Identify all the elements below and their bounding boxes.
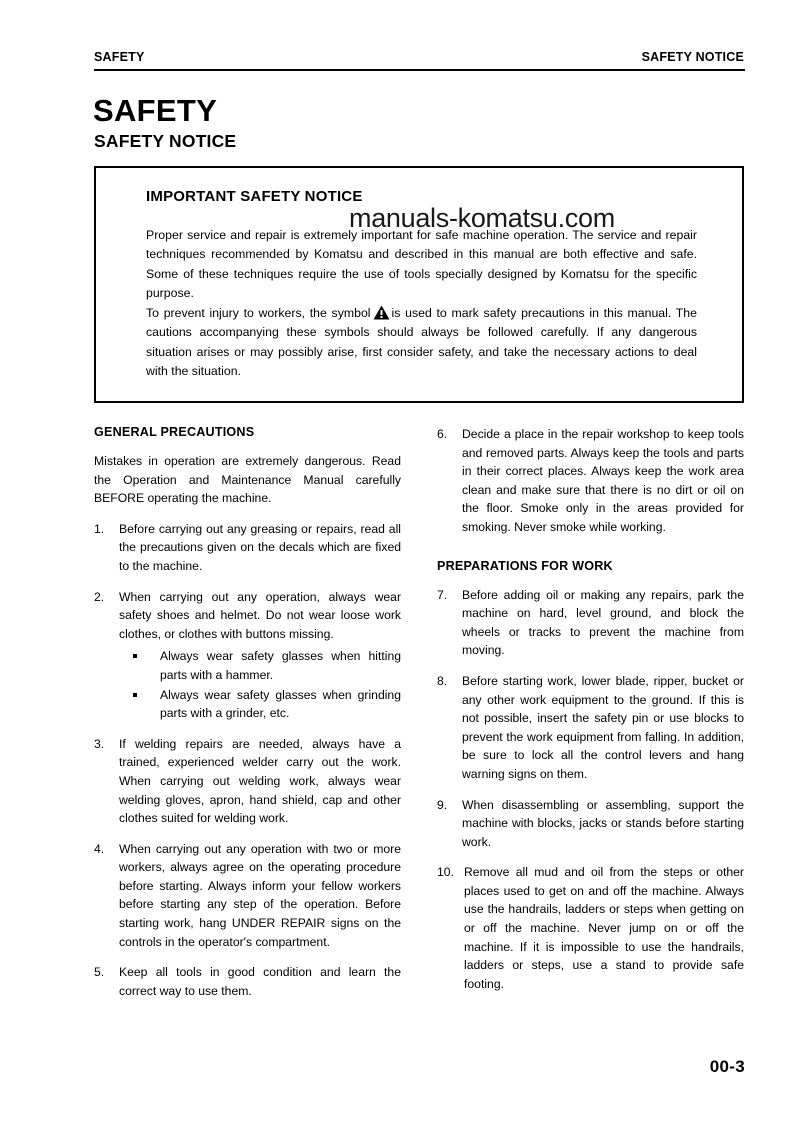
list-item-number: 8. [437,673,448,688]
list-item-number: 9. [437,797,448,812]
list-item-text: Before adding oil or making any repairs, park the machine on hard, level ground, and block the wheels or tracks to prevent the machine from moving. [462,587,744,658]
general-precautions-lead: Mistakes in operation are extremely dangerous. Read the Operation and Maintenance Manual carefully BEFORE operating the machine. [94,454,401,506]
running-header-right: SAFETY NOTICE [641,50,744,64]
sub-list-item-text: Always wear safety glasses when grinding parts with a grinder, etc. [160,687,401,721]
watermark-text: manuals-komatsu.com [349,203,615,233]
list-item [437,796,744,852]
notice-box-title: IMPORTANT SAFETY NOTICE [146,188,363,205]
page-subtitle: SAFETY NOTICE [94,131,237,151]
list-item-text: When disassembling or assembling, support the machine with blocks, jacks or stands before starting work. [462,797,744,849]
list-item [437,586,744,660]
list-item-number: 1. [94,521,105,536]
notice-paragraph-2-text-after: is used to mark safety precautions in this manual. The cautions accompanying these symbols should always be followed carefully. If any dangerous situation arises or may possibly arise, first consider safety, and take the necessary actions to deal with the situation. [146,306,697,378]
list-item-number: 7. [437,587,448,602]
sub-list-item [119,686,401,723]
running-header-left: SAFETY [94,50,145,64]
list-item-number: 5. [94,965,105,980]
list-item-text: Before starting work, lower blade, ripper, bucket or any other work equipment to the ground. If this is not possible, insert the safety pin or use blocks to prevent the work equipment from falling. In addition, be sure to lock all the control levers and hang warning signs on them. [462,673,744,781]
header-divider-rule [94,69,745,71]
list-item-text: Before carrying out any greasing or repairs, read all the precautions given on the decals which are fixed to the machine. [119,521,401,573]
list-item-number: 10. [437,865,454,880]
list-item-text: If welding repairs are needed, always have a trained, experienced welder carry out the work. When carrying out welding work, always wear welding gloves, apron, hand shield, cap and other clothes suited for welding work. [119,736,401,826]
list-item [437,863,744,993]
list-item-text: Decide a place in the repair workshop to keep tools and removed parts. Always keep the tools and parts in their correct places. Always keep the work area clean and make sure that there is no dirt or oil on the floor. Smoke only in the areas provided for smoking. Never smoke while working. [462,427,744,534]
sub-list [119,647,401,722]
list-item-text: When carrying out any operation with two or more workers, always agree on the operating procedure before starting. Always inform your fellow workers before starting any step of the operation. Before starting work, hang UNDER REPAIR signs on the controls in the operator's compartment. [119,841,401,949]
general-precautions-heading: GENERAL PRECAUTIONS [94,425,255,439]
list-item [94,520,401,576]
list-item-number: 4. [94,841,105,856]
list-item-number: 6. [437,427,448,441]
list-item [94,588,401,723]
general-precautions-list [94,520,401,1001]
important-safety-notice-box [94,166,744,403]
preparations-for-work-list [437,586,744,994]
list-item-number: 3. [94,736,105,751]
left-column [94,425,401,1000]
list-item [94,735,401,828]
square-bullet-icon [133,693,137,697]
preparations-for-work-heading: PREPARATIONS FOR WORK [437,558,613,573]
list-item-text: When carrying out any operation, always wear safety shoes and helmet. Do not wear loose work clothes, or clothes with buttons missing. [119,589,401,641]
page-number: 00-3 [709,1057,745,1076]
right-column [437,425,744,993]
list-item [94,840,401,952]
running-header [94,50,744,64]
list-item-text: Remove all mud and oil from the steps or other places used to get on and off the machine. Always use the handrails, ladders or steps when getting on or off the machine. Never jump on or off the machine. If it is impossible to use the handrails, ladders or steps, use a stand to provide safe footing. [464,865,744,991]
list-item [94,963,401,1000]
list-item [437,672,744,784]
list-item-number: 2. [94,589,105,604]
warning-triangle-icon [373,305,390,320]
list-item-text: Keep all tools in good condition and learn the correct way to use them. [119,965,401,998]
notice-paragraph-2-text-before: To prevent injury to workers, the symbol [146,306,371,320]
general-precautions-list-continued [437,425,744,537]
page-title: SAFETY [93,93,218,128]
sub-list-item-text: Always wear safety glasses when hitting parts with a hammer. [160,649,401,682]
notice-paragraph-1: Proper service and repair is extremely important for safe machine operation. The service and repair techniques recommended by Komatsu and described in this manual are both effective and safe. Some of these techniques require the use of tools specially designed by Komatsu for the specific purpose. [146,228,697,300]
sub-list-item [119,647,401,684]
list-item [437,425,744,537]
notice-paragraph-2 [146,304,697,381]
square-bullet-icon [133,654,137,658]
